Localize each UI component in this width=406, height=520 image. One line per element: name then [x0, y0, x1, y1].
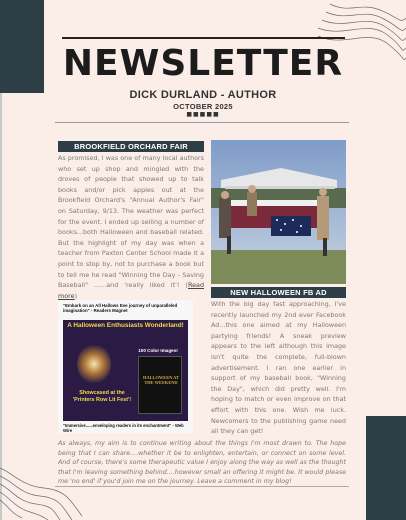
- halloween-ad-image: [58, 300, 193, 433]
- section-body-halloween-ad: With the big day fast approaching, I've recently launched my 2nd ever Facebook Ad...this one aimed at my Halloween partying friends! A sneak preview appears to the left although this image isn't quite the complete, full-blown advertisement. I ran one earlier in support of my baseball book, "Winning the Day", which did pretty well. I'm hoping to match or even improve on that effort with this one. Wish me luck. Newcomers to the publishing game need all they can get!: [211, 300, 346, 436]
- ad-banner: A Halloween Enthusiasts Wonderland!: [67, 322, 184, 329]
- book-cover: [138, 356, 182, 414]
- issue-date: OCTOBER 2025: [173, 102, 233, 111]
- closing-paragraph: As always, my aim is to continue writing about the things I'm most drawn to. The hope being that I can share....whether it be to enlighten, entertain, or connect on some level. And of course, there's some therapeutic value I enjoy along the way as well as the thought that I'm leaving something behind....however small an offering it might be. It would please me 'no end' if you'd join me on the journey. Leave a comment in my blog!: [58, 440, 346, 486]
- section-rule: [55, 122, 349, 123]
- ad-image-count: 100 Color Images!: [138, 348, 178, 353]
- book-cover-title: HALLOWEEN AT THE WEEKEND: [143, 375, 179, 385]
- footer-rule: [55, 486, 349, 487]
- ad-quote-bottom: "Immersive......enveloping readers in its enchantment" - Web Wire: [63, 423, 184, 433]
- newsletter-title: NEWSLETTER: [62, 43, 344, 84]
- section-heading-halloween-ad: NEW HALLOWEEN FB AD: [211, 287, 346, 298]
- ornament-divider: ■■■■■: [186, 111, 220, 118]
- author-line: DICK DURLAND - AUTHOR: [129, 89, 277, 101]
- ad-artwork: [63, 320, 188, 421]
- section-body-brookfield-end: ): [74, 291, 78, 300]
- fair-photo-image: [211, 140, 346, 284]
- ad-quote-top: "Embark on an All Hallows Eve journey of unparalleled imagination" - Readers Magnet: [63, 303, 178, 314]
- lamp-glow-icon: [77, 344, 111, 384]
- section-body-brookfield: [58, 153, 204, 298]
- fair-photo: [211, 140, 346, 284]
- read-more-link[interactable]: Read more: [58, 281, 204, 300]
- ad-showcase-text: Showcased at the 'Printers Row Lit Fest'!: [72, 390, 132, 403]
- section-heading-brookfield: BROOKFIELD ORCHARD FAIR: [58, 141, 204, 152]
- header-rule: [62, 37, 345, 39]
- section-body-brookfield-text: As promised, I was one of many local authors who set up shop and mingled with the droves of people that showed up to talk books and/or pick apples out at the Brookfield Orchard's "Annual Author's Fair" on Saturday, 9/13. The weather was perfect for the event. I ended up selling a number of books...both Halloween and baseball related. But the highlight of my day was when a teacher from Paxton Center School made it a point to stop by, not to purchase a book but to tell me he read "Winning the Day - Saving Baseball" ......and 'really liked it'! (: [58, 154, 204, 290]
